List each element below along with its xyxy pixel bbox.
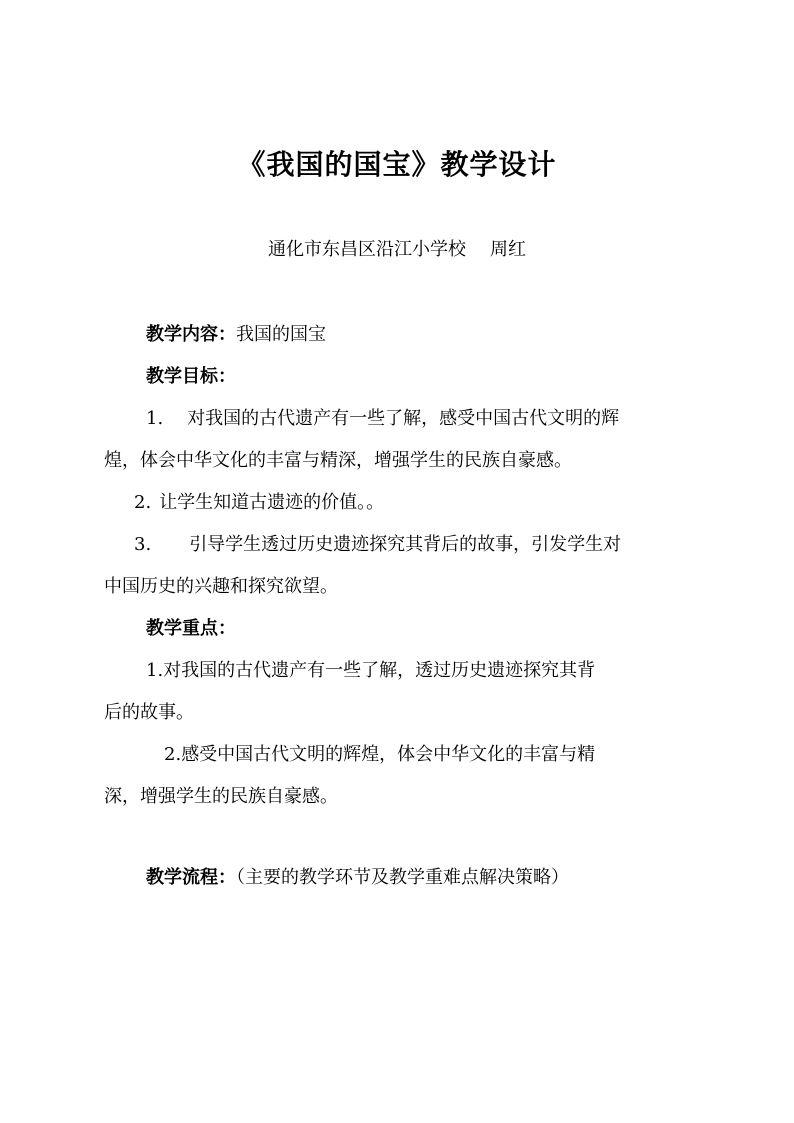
objective-item-3-text: 引导学生透过历史遗迹探究其背后的故事，引发学生对 xyxy=(189,534,622,555)
teaching-content xyxy=(146,320,326,346)
objective-item-1-text: 对我国的古代遗产有一些了解，感受中国古代文明的辉 xyxy=(187,408,620,429)
author-name: 周红 xyxy=(490,239,526,260)
objective-item-2 xyxy=(134,488,384,514)
key-points-label: 教学重点： xyxy=(146,618,236,639)
key-point-item-2-line2: 深，增强学生的民族自豪感。 xyxy=(104,786,338,807)
objective-item-3-line2: 中国历史的兴趣和探究欲望。 xyxy=(104,576,338,597)
key-point-item-1-line1 xyxy=(146,656,595,682)
key-point-item-2-text: 感受中国古代文明的辉煌，体会中华文化的丰富与精 xyxy=(181,744,596,765)
objective-item-2-number: 2. xyxy=(134,492,152,513)
teaching-process xyxy=(146,863,569,889)
objective-item-2-text: 让学生知道古遗迹的价值。。 xyxy=(159,492,385,513)
objective-item-3-number: 3. xyxy=(134,534,152,555)
key-point-item-1-text: 对我国的古代遗产有一些了解，透过历史遗迹探究其背 xyxy=(163,660,596,681)
author-school: 通化市东昌区沿江小学校 xyxy=(268,239,466,260)
author-line xyxy=(0,235,794,261)
teaching-content-label: 教学内容： xyxy=(146,324,236,345)
key-point-item-2-line1 xyxy=(164,740,595,766)
objective-item-1-line2: 煌，体会中华文化的丰富与精深，增强学生的民族自豪感。 xyxy=(104,450,572,471)
document-title: 《我国的国宝》教学设计 xyxy=(237,148,557,181)
key-point-item-1-line2: 后的故事。 xyxy=(104,702,194,723)
key-point-item-2-number: 2. xyxy=(164,744,182,765)
teaching-process-value: （主要的教学环节及教学重难点解决策略） xyxy=(236,867,569,888)
teaching-content-value: 我国的国宝 xyxy=(236,324,326,345)
objective-item-1-line1 xyxy=(146,404,619,430)
objective-item-1-number: 1. xyxy=(146,408,164,429)
teaching-process-label: 教学流程： xyxy=(146,867,236,888)
objective-item-3-line1 xyxy=(134,530,621,556)
key-point-item-1-number: 1. xyxy=(146,660,164,681)
objectives-label: 教学目标： xyxy=(146,366,236,387)
